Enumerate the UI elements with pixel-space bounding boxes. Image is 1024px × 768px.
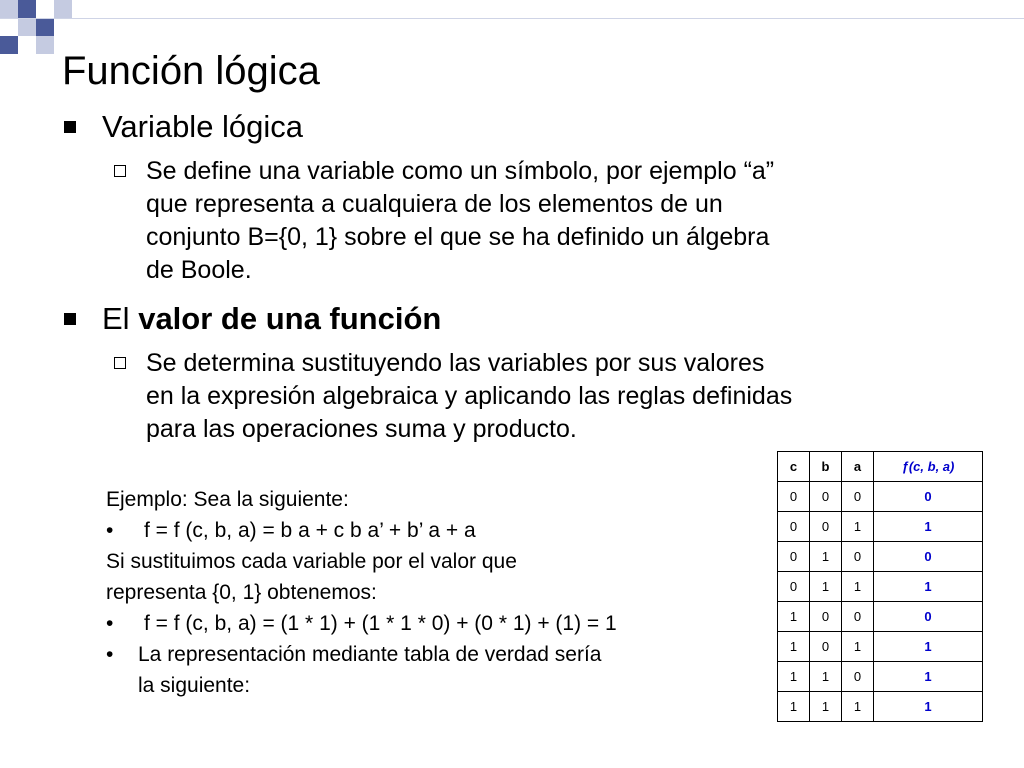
table-row [778,692,983,722]
example-subst-line [106,577,746,608]
square-bullet-icon [64,121,76,133]
decor-square [0,36,18,54]
dot-bullet-icon: • [106,519,114,542]
decor-square [18,18,36,36]
example-block [106,484,746,701]
dot-bullet-icon: • [106,643,114,666]
function-evaluation-text: f = f (c, b, a) = (1 * 1) + (1 * 1 * 0) + (0 * 1) + (1) = 1 [144,612,617,635]
table-row [778,542,983,572]
dot-bullet-icon: • [106,612,114,635]
text-line: para las operaciones suma y producto. [146,415,577,443]
bullet-heading: Variable lógica [102,109,304,144]
truth-table [777,451,983,722]
decor-square [0,0,18,18]
table-note-text: La representación mediante tabla de verdad sería [138,643,602,666]
square-bullet-icon [64,313,76,325]
table-cell: 1 [810,662,842,692]
decor-square [54,0,72,18]
text-line: Se define una variable como un símbolo, por ejemplo “a” [146,157,775,185]
table-cell: 1 [874,572,983,602]
decor-square [36,18,54,36]
hollow-square-bullet-icon [114,165,126,177]
table-cell: 0 [778,572,810,602]
subst-text: representa {0, 1} obtenemos: [106,581,377,604]
table-header-cell: ƒ(c, b, a) [874,452,983,482]
table-row [778,512,983,542]
table-row [778,632,983,662]
heading-bold: valor de una función [138,301,442,336]
hollow-square-bullet-icon [114,357,126,369]
table-cell: 0 [778,542,810,572]
decor-square [18,0,36,18]
table-cell: 0 [810,512,842,542]
table-cell: 1 [842,692,874,722]
table-cell: 0 [842,662,874,692]
table-cell: 0 [778,482,810,512]
bullet-heading [102,301,441,337]
table-cell: 1 [842,512,874,542]
table-cell: 0 [842,542,874,572]
slide-title: Función lógica [62,49,320,93]
table-cell: 1 [778,692,810,722]
table-cell: 1 [778,632,810,662]
table-row [778,572,983,602]
table-row [778,662,983,692]
subst-text: Si sustituimos cada variable por el valor que [106,550,517,573]
text-line: de Boole. [146,256,252,284]
table-cell: 1 [810,692,842,722]
table-header-row [778,452,983,482]
table-cell: 1 [874,662,983,692]
table-cell: 1 [778,602,810,632]
text-line: que representa a cualquiera de los elementos de un [146,190,723,218]
header-line [0,18,1024,19]
table-cell: 0 [874,482,983,512]
text-line: en la expresión algebraica y aplicando las reglas definidas [146,382,793,410]
table-header-cell: c [778,452,810,482]
table-cell: 0 [810,602,842,632]
text-line: conjunto B={0, 1} sobre el que se ha definido un álgebra [146,223,770,251]
decor-square [36,36,54,54]
example-intro [106,484,746,515]
table-cell: 0 [842,602,874,632]
table-cell: 1 [810,542,842,572]
table-cell: 1 [874,692,983,722]
truth-table-body [778,452,983,722]
text-line: Se determina sustituyendo las variables por sus valores [146,349,765,377]
sub-bullet-text [146,347,966,446]
heading-prefix: El [102,301,130,336]
table-cell: 0 [874,602,983,632]
example-function-definition [106,515,746,546]
table-header-cell: b [810,452,842,482]
table-cell: 0 [842,482,874,512]
table-note-text: la siguiente: [138,674,251,697]
table-header-cell: a [842,452,874,482]
table-row [778,602,983,632]
table-cell: 1 [874,512,983,542]
table-cell: 1 [842,632,874,662]
table-cell: 0 [810,632,842,662]
table-cell: 1 [810,572,842,602]
table-cell: 0 [874,542,983,572]
example-subst-line [106,546,746,577]
function-definition-text: f = f (c, b, a) = b a + c b a’ + b’ a + a [144,519,476,542]
table-row [778,482,983,512]
example-table-note [106,670,746,701]
table-cell: 1 [778,662,810,692]
example-function-evaluation [106,608,746,639]
table-cell: 1 [874,632,983,662]
table-cell: 0 [778,512,810,542]
sub-bullet-text [146,155,966,287]
example-intro-text: Ejemplo: Sea la siguiente: [106,488,349,511]
table-cell: 1 [842,572,874,602]
example-table-note [106,639,746,670]
table-cell: 0 [810,482,842,512]
